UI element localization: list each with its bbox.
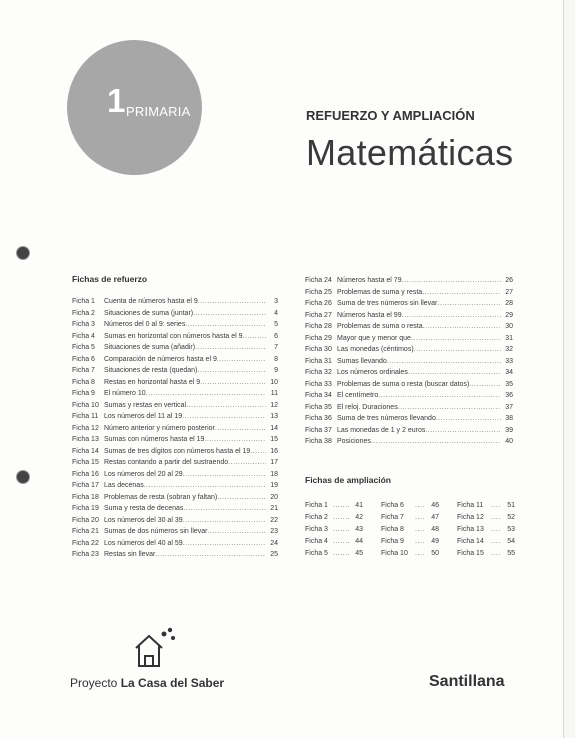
- ficha-title: El centímetro: [337, 392, 379, 399]
- ficha-title: Problemas de suma o resta: [337, 323, 423, 330]
- ficha-title: Problemas de suma y resta: [337, 288, 423, 296]
- ficha-code: Ficha 4: [305, 538, 328, 545]
- page-number: 49: [431, 538, 439, 545]
- page-number: 17: [270, 459, 278, 466]
- page-number: 12: [270, 401, 278, 409]
- ficha-code: Ficha 29: [305, 334, 332, 342]
- page-number: 24: [270, 539, 278, 547]
- toc-row: [305, 436, 513, 448]
- ficha-code: Ficha 33: [305, 380, 332, 388]
- leader-dots: [398, 402, 501, 414]
- toc-row: [72, 365, 278, 377]
- ficha-title: El número 10: [104, 390, 146, 397]
- page-title: Matemáticas: [306, 132, 514, 173]
- leader-dots: [415, 500, 425, 512]
- ficha-code: Ficha 5: [305, 550, 328, 557]
- toc-row: [72, 492, 278, 504]
- ficha-code: Ficha 12: [457, 514, 484, 521]
- ficha-title: Sumas de tres dígitos con números hasta el 19: [104, 447, 251, 455]
- leader-dots: [425, 425, 501, 437]
- ficha-code: Ficha 10: [381, 550, 408, 557]
- ficha-title: Restas contando a partir del sustraendo: [104, 459, 229, 466]
- leader-dots: [469, 379, 501, 391]
- page-number: 13: [270, 413, 278, 420]
- leader-dots: [198, 296, 266, 308]
- ficha-code: Ficha 22: [72, 539, 99, 547]
- leader-dots: [193, 308, 266, 320]
- page-number: 3: [274, 298, 278, 305]
- toc-row: [72, 400, 278, 412]
- ficha-code: Ficha 32: [305, 369, 332, 376]
- page-number: 10: [270, 378, 278, 386]
- leader-dots: [408, 367, 501, 379]
- page-number: 39: [505, 426, 513, 434]
- project-name: La Casa del Saber: [120, 676, 225, 690]
- toc-row: [305, 310, 513, 322]
- house-logo-icon: [132, 626, 180, 670]
- ficha-title: Suma de tres números llevando: [337, 415, 436, 422]
- ficha-title: Sumas llevando: [337, 357, 387, 365]
- leader-dots: [204, 434, 266, 446]
- page-number: 52: [507, 514, 515, 521]
- grade-number: 1: [107, 82, 126, 119]
- page-number: 27: [505, 288, 513, 296]
- toc-row: [305, 379, 513, 391]
- ficha-code: Ficha 23: [72, 551, 99, 558]
- leader-dots: [217, 354, 266, 366]
- ficha-title: Comparación de números hasta el 9: [104, 355, 217, 363]
- toc-row: [305, 333, 513, 345]
- ficha-code: Ficha 28: [305, 323, 332, 330]
- leader-dots: [491, 500, 501, 512]
- ficha-code: Ficha 24: [305, 277, 332, 284]
- ficha-title: Sumas y restas en vertical: [104, 401, 187, 409]
- page-number: 26: [505, 277, 513, 284]
- ficha-title: Suma y resta de decenas: [104, 505, 184, 512]
- ficha-title: Suma de tres números sin llevar: [337, 300, 438, 307]
- leader-dots: [402, 310, 501, 322]
- toc-row: [72, 354, 278, 366]
- ficha-title: Números hasta el 99: [337, 311, 402, 319]
- toc-row: [72, 526, 278, 538]
- ficha-code: Ficha 17: [72, 482, 99, 489]
- ficha-code: Ficha 8: [381, 526, 404, 533]
- page-number: 29: [505, 311, 513, 319]
- ficha-code: Ficha 19: [72, 505, 99, 512]
- ampliacion-row: [457, 500, 515, 512]
- leader-dots: [215, 423, 266, 435]
- leader-dots: [411, 333, 501, 345]
- ampliacion-row: [381, 548, 439, 560]
- leader-dots: [415, 524, 425, 536]
- toc-row: [72, 423, 278, 435]
- ficha-title: Restas sin llevar: [104, 551, 156, 558]
- leader-dots: [197, 365, 266, 377]
- ficha-title: Sumas de dos números sin llevar: [104, 528, 208, 535]
- project-brand: [70, 676, 224, 690]
- page-number: 4: [274, 309, 278, 317]
- ficha-code: Ficha 37: [305, 426, 332, 434]
- page-number: 34: [505, 369, 513, 376]
- leader-dots: [402, 275, 501, 287]
- ficha-code: Ficha 20: [72, 516, 99, 524]
- toc-row: [305, 425, 513, 437]
- toc-row: [305, 367, 513, 379]
- ampliacion-row: [381, 512, 439, 524]
- page-number: 45: [355, 550, 363, 557]
- leader-dots: [378, 390, 501, 402]
- ficha-code: Ficha 18: [72, 493, 99, 501]
- page-number: 51: [507, 502, 515, 509]
- toc-row: [72, 549, 278, 561]
- leader-dots: [146, 388, 266, 400]
- page-number: 18: [270, 470, 278, 478]
- toc-row: [72, 538, 278, 550]
- ampliacion-row: [381, 500, 439, 512]
- page-number: 41: [355, 502, 363, 509]
- page-number: 16: [270, 447, 278, 455]
- page-number: 48: [431, 526, 439, 533]
- page-number: 11: [270, 390, 278, 397]
- ficha-code: Ficha 13: [457, 526, 484, 533]
- ficha-code: Ficha 6: [72, 355, 95, 363]
- ficha-title: Cuenta de números hasta el 9: [104, 298, 198, 305]
- ficha-title: Las decenas: [104, 482, 144, 489]
- ficha-title: Problemas de suma o resta (buscar datos): [337, 380, 470, 388]
- refuerzo-list-right: [305, 275, 513, 448]
- page-number: 8: [274, 355, 278, 363]
- ficha-code: Ficha 35: [305, 403, 332, 411]
- ficha-title: Mayor que y menor que: [337, 334, 411, 342]
- toc-row: [305, 344, 513, 356]
- page-number: 23: [270, 528, 278, 535]
- ficha-title: Los números ordinales: [337, 369, 408, 376]
- page-number: 38: [505, 415, 513, 422]
- ficha-code: Ficha 10: [72, 401, 99, 409]
- ficha-code: Ficha 2: [72, 309, 95, 317]
- page-number: 44: [355, 538, 363, 545]
- ampliacion-row: [305, 524, 363, 536]
- ficha-title: Los números del 30 al 39: [104, 516, 183, 524]
- ficha-title: Problemas de resta (sobran y faltan): [104, 493, 218, 501]
- toc-row: [305, 287, 513, 299]
- leader-dots: [491, 512, 501, 524]
- leader-dots: [182, 411, 266, 423]
- ficha-title: El reloj. Duraciones: [337, 403, 398, 411]
- toc-row: [72, 434, 278, 446]
- page-number: 43: [355, 526, 363, 533]
- leader-dots: [243, 331, 266, 343]
- leader-dots: [200, 377, 266, 389]
- ficha-title: Restas en horizontal hasta el 9: [104, 378, 201, 386]
- ficha-code: Ficha 21: [72, 528, 99, 535]
- grade-level: PRIMARIA: [126, 104, 191, 119]
- page-number: 15: [270, 436, 278, 443]
- ampliacion-heading: Fichas de ampliación: [305, 475, 391, 485]
- ficha-code: Ficha 26: [305, 300, 332, 307]
- page-number: 53: [507, 526, 515, 533]
- page-number: 40: [505, 438, 513, 445]
- leader-dots: [333, 548, 349, 560]
- ampliacion-row: [457, 548, 515, 560]
- toc-row: [72, 480, 278, 492]
- toc-row: [72, 342, 278, 354]
- page-number: 54: [507, 538, 515, 545]
- leader-dots: [333, 512, 349, 524]
- page-number: 5: [274, 321, 278, 328]
- leader-dots: [436, 413, 501, 425]
- toc-row: [72, 515, 278, 527]
- toc-row: [72, 331, 278, 343]
- leader-dots: [208, 526, 267, 538]
- ficha-title: Sumas en horizontal con números hasta el 9: [104, 332, 243, 340]
- page-number: 25: [270, 551, 278, 558]
- ficha-code: Ficha 3: [72, 321, 95, 328]
- page-number: 32: [505, 346, 513, 353]
- ficha-code: Ficha 38: [305, 438, 332, 445]
- ficha-code: Ficha 27: [305, 311, 332, 319]
- page-number: 6: [274, 332, 278, 340]
- ampliacion-list-3: [457, 500, 515, 560]
- leader-dots: [217, 492, 266, 504]
- ficha-code: Ficha 31: [305, 357, 332, 365]
- ficha-title: Las monedas (céntimos): [337, 346, 414, 353]
- ficha-title: Las monedas de 1 y 2 euros: [337, 426, 426, 434]
- ficha-title: Número anterior y número posterior: [104, 424, 215, 432]
- page-number: 7: [274, 344, 278, 351]
- leader-dots: [333, 536, 349, 548]
- ficha-code: Ficha 13: [72, 436, 99, 443]
- page-number: 28: [505, 300, 513, 307]
- toc-row: [72, 503, 278, 515]
- ficha-code: Ficha 7: [381, 514, 404, 521]
- ficha-code: Ficha 11: [457, 502, 484, 509]
- ampliacion-row: [457, 524, 515, 536]
- ficha-title: Situaciones de suma (añadir): [104, 344, 196, 351]
- ficha-title: Números hasta el 79: [337, 277, 402, 284]
- toc-row: [72, 377, 278, 389]
- project-prefix: Proyecto: [70, 676, 118, 690]
- toc-row: [305, 321, 513, 333]
- page-number: 42: [355, 514, 363, 521]
- toc-row: [305, 275, 513, 287]
- ficha-code: Ficha 36: [305, 415, 332, 422]
- toc-row: [72, 388, 278, 400]
- leader-dots: [155, 549, 266, 561]
- leader-dots: [144, 480, 266, 492]
- toc-row: [72, 308, 278, 320]
- publisher-logo: Santillana: [429, 673, 505, 690]
- ficha-code: Ficha 15: [457, 550, 484, 557]
- page-number: 36: [505, 392, 513, 399]
- toc-row: [305, 298, 513, 310]
- leader-dots: [491, 548, 501, 560]
- toc-row: [305, 402, 513, 414]
- ficha-code: Ficha 12: [72, 424, 99, 432]
- page-number: 19: [270, 482, 278, 489]
- leader-dots: [387, 356, 501, 368]
- ampliacion-row: [305, 500, 363, 512]
- toc-row: [72, 296, 278, 308]
- page-number: 14: [270, 424, 278, 432]
- ficha-title: Los números del 11 al 19: [104, 413, 183, 420]
- ampliacion-list-2: [381, 500, 439, 560]
- ficha-code: Ficha 1: [305, 502, 328, 509]
- leader-dots: [415, 548, 425, 560]
- toc-row: [72, 457, 278, 469]
- leader-dots: [333, 500, 349, 512]
- page-number: 33: [505, 357, 513, 365]
- toc-row: [305, 390, 513, 402]
- ficha-code: Ficha 11: [72, 413, 99, 420]
- ficha-code: Ficha 8: [72, 378, 95, 386]
- leader-dots: [183, 515, 266, 527]
- ficha-code: Ficha 4: [72, 332, 95, 340]
- ficha-code: Ficha 1: [72, 298, 95, 305]
- page-number: 9: [274, 367, 278, 374]
- leader-dots: [186, 400, 266, 412]
- binder-hole-icon: [16, 246, 30, 260]
- leader-dots: [371, 436, 501, 448]
- ficha-code: Ficha 7: [72, 367, 95, 374]
- ampliacion-row: [305, 548, 363, 560]
- toc-row: [305, 413, 513, 425]
- subtitle: REFUERZO Y AMPLIACIÓN: [306, 108, 475, 123]
- leader-dots: [185, 319, 266, 331]
- ficha-title: Posiciones: [337, 438, 371, 445]
- ficha-title: Los números del 40 al 59: [104, 539, 183, 547]
- toc-row: [72, 469, 278, 481]
- ficha-title: Números del 0 al 9: series: [104, 321, 186, 328]
- leader-dots: [228, 457, 266, 469]
- ficha-title: Los números del 20 al 29: [104, 470, 183, 478]
- ficha-code: Ficha 3: [305, 526, 328, 533]
- ficha-code: Ficha 34: [305, 392, 332, 399]
- toc-row: [72, 319, 278, 331]
- page-number: 20: [270, 493, 278, 501]
- leader-dots: [250, 446, 266, 458]
- ampliacion-row: [457, 512, 515, 524]
- page-number: 30: [505, 323, 513, 330]
- page-number: 37: [505, 403, 513, 411]
- ficha-title: Situaciones de suma (juntar): [104, 309, 194, 317]
- ampliacion-row: [381, 524, 439, 536]
- leader-dots: [491, 524, 501, 536]
- ficha-code: Ficha 16: [72, 470, 99, 478]
- leader-dots: [183, 469, 266, 481]
- ficha-title: Sumas con números hasta el 19: [104, 436, 205, 443]
- ampliacion-row: [381, 536, 439, 548]
- ficha-code: Ficha 2: [305, 514, 328, 521]
- ficha-code: Ficha 9: [381, 538, 404, 545]
- leader-dots: [183, 538, 266, 550]
- leader-dots: [415, 512, 425, 524]
- leader-dots: [195, 342, 266, 354]
- leader-dots: [437, 298, 501, 310]
- leader-dots: [491, 536, 501, 548]
- ficha-code: Ficha 6: [381, 502, 404, 509]
- ampliacion-row: [457, 536, 515, 548]
- ficha-code: Ficha 14: [72, 447, 99, 455]
- page-number: 55: [507, 550, 515, 557]
- binder-hole-icon: [16, 470, 30, 484]
- ficha-code: Ficha 30: [305, 346, 332, 353]
- page-number: 21: [270, 505, 278, 512]
- ficha-code: Ficha 5: [72, 344, 95, 351]
- toc-row: [72, 446, 278, 458]
- refuerzo-heading: Fichas de refuerzo: [72, 274, 148, 284]
- ampliacion-row: [305, 536, 363, 548]
- leader-dots: [415, 536, 425, 548]
- refuerzo-list-left: [72, 296, 278, 561]
- leader-dots: [414, 344, 501, 356]
- leader-dots: [333, 524, 349, 536]
- page-number: 31: [505, 334, 513, 342]
- ficha-code: Ficha 15: [72, 459, 99, 466]
- page-number: 35: [505, 380, 513, 388]
- ficha-code: Ficha 9: [72, 390, 95, 397]
- ficha-code: Ficha 14: [457, 538, 484, 545]
- toc-row: [72, 411, 278, 423]
- page-number: 50: [431, 550, 439, 557]
- leader-dots: [423, 321, 501, 333]
- ampliacion-list-1: [305, 500, 363, 560]
- page-number: 47: [431, 514, 439, 521]
- page-number: 46: [431, 502, 439, 509]
- leader-dots: [183, 503, 266, 515]
- ampliacion-row: [305, 512, 363, 524]
- ficha-code: Ficha 25: [305, 288, 332, 296]
- page-number: 22: [270, 516, 278, 524]
- toc-row: [305, 356, 513, 368]
- leader-dots: [422, 287, 501, 299]
- ficha-title: Situaciones de resta (quedan): [104, 367, 198, 374]
